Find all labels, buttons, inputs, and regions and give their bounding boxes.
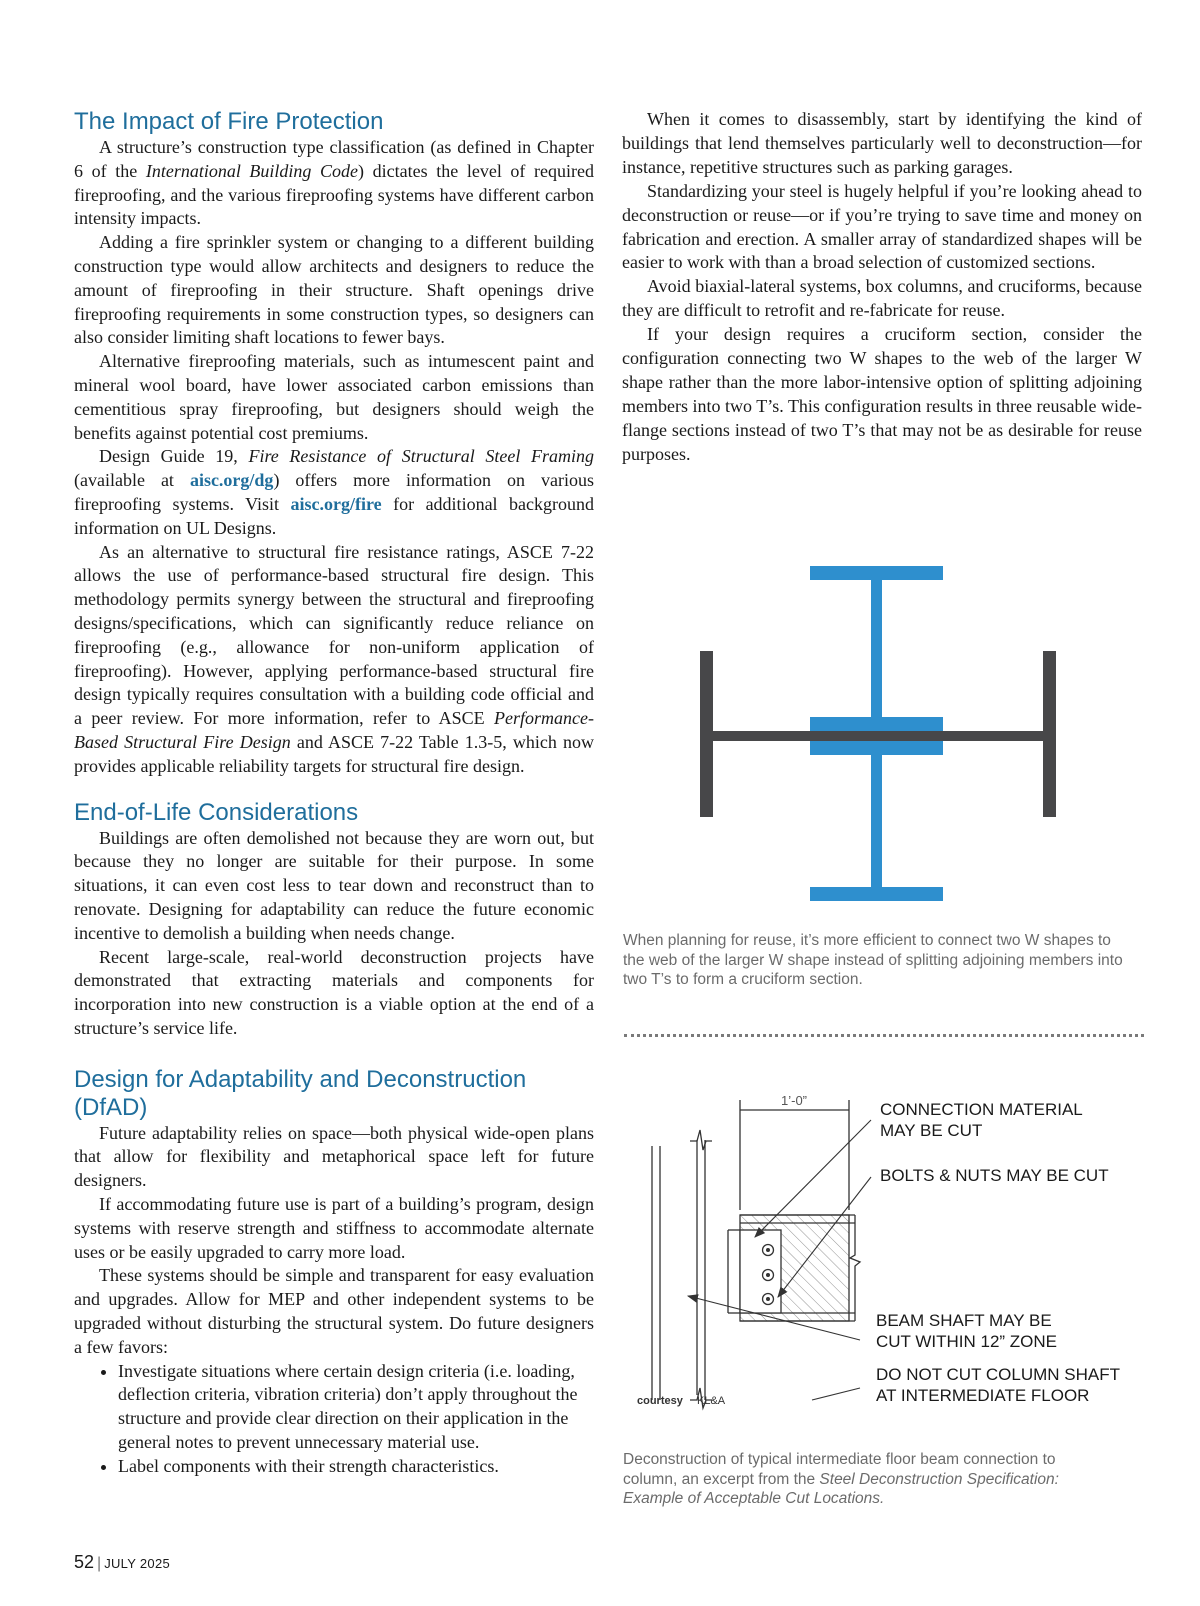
footer-separator: | (97, 1555, 102, 1572)
section-title-fire-protection: The Impact of Fire Protection (74, 108, 384, 135)
link-aisc-dg[interactable]: aisc.org/dg (189, 470, 274, 491)
section-title-end-of-life: End-of-Life Considerations (74, 798, 359, 826)
courtesy-label: courtesy (637, 1395, 683, 1407)
link-aisc-fire[interactable]: aisc.org/fire (290, 493, 382, 514)
label-column-shaft-line1: DO NOT CUT COLUMN SHAFT (876, 1365, 1120, 1384)
list-item: • Label components with their strength characteristics. (118, 1455, 594, 1479)
label-beam-shaft-line2: CUT WITHIN 12” ZONE (876, 1332, 1058, 1351)
paragraph: Buildings are often demolished not because they are worn out, but because they no longer are suitable for their purpose. In some situations, it can even cost less to tear down and reconstruct than to renovate. Designing for adaptability can reduce the future economic incentive to demolish a building when needs change. (74, 827, 594, 943)
paragraph: As an alternative to structural fire resistance ratings, ASCE 7-22 allows the use of performance-based structural fire design. This methodology permits synergy between the structural and fireproofing designs/specifications, which can significantly reduce reliance on fireproofing (e.g., allowance for non-uniform application of fireproofing). However, applying performance-based structural fire design typically requires consultation with a building code official and a peer review. For more information, refer to ASCE Performance-Based Structural Fire Design and ASCE 7-22 Table 1.3-5, which now provides applicable reliability targets for structural fire design. (74, 541, 594, 776)
paragraph: Recent large-scale, real-world deconstruction projects have demonstrated that extracting materials and components for incorporation into new construction is a viable option at the end of a structure’s service life. (74, 946, 594, 1038)
paragraph: Standardizing your steel is hugely helpful if you’re looking ahead to deconstruction or reuse—or if you’re trying to save time and money on fabrication and erection. A smaller array of standardized shapes will be easier to work with than a broad selection of customized sections. (622, 180, 1142, 273)
paragraph: Future adaptability relies on space—both physical wide-open plans that allow for flexibility and metaphorical space left for future designers. (74, 1122, 594, 1191)
paragraph: Design Guide 19, Fire Resistance of Structural Steel Framing (available at aisc.org/dg) offers more information on various fireproofing systems. Visit aisc.org/fire for additional background information on UL Designs. (74, 446, 595, 538)
paragraph: If your design requires a cruciform section, consider the configuration connecting two W shapes to the web of the larger W shape rather than the more labor-intensive option of splitting adjoining members into two T’s. This configuration results in three reusable wide-flange sections instead of two T’s that may not be as desirable for reuse purposes. (622, 324, 1142, 464)
page-footer (74, 1552, 170, 1573)
label-column-shaft-line2: AT INTERMEDIATE FLOOR (876, 1386, 1090, 1405)
figure-caption-cruciform: When planning for reuse, it’s more efficient to connect two W shapes to the web of the larger W shape instead of splitting adjoining members into two T’s to form a cruciform section. (623, 932, 1123, 988)
paragraph: Adding a fire sprinkler system or changing to a different building construction type would allow architects and designers to reduce the amount of fireproofing in their structure. Shaft openings drive fireproofing requirements in some construction types, so designers can also consider limiting shaft locations to fewer bays. (74, 232, 594, 348)
dimension-label: 1’-0” (781, 1093, 808, 1108)
paragraph: If accommodating future use is part of a building’s program, design systems with reserve strength and stiffness to accommodate alternate uses or be easily upgraded to carry more load. (74, 1194, 594, 1262)
label-connection-material-line1: CONNECTION MATERIAL (880, 1100, 1083, 1119)
paragraph: These systems should be simple and transparent for easy evaluation and upgrades. Allow for MEP and other independent systems to be upgraded without disturbing the structural system. Do future designers a few favors: (74, 1265, 594, 1357)
label-beam-shaft-line1: BEAM SHAFT MAY BE (876, 1311, 1052, 1330)
paragraph: When it comes to disassembly, start by identifying the kind of buildings that lend themselves particularly well to deconstruction—for instance, repetitive structures such as parking garages. (622, 109, 1142, 177)
label-bolts-nuts: BOLTS & NUTS MAY BE CUT (880, 1166, 1109, 1185)
paragraph: Avoid biaxial-lateral systems, box columns, and cruciforms, because they are difficult to retrofit and re-fabricate for reuse. (622, 276, 1142, 321)
list-item: • Investigate situations where certain design criteria (i.e. loading, deflection criteria, vibration criteria) don’t apply throughout the structure and provide clear direction on their application in the general notes to prevent unnecessary material use. (118, 1360, 594, 1455)
paragraph: A structure’s construction type classification (as defined in Chapter 6 of the International Building Code) dictates the level of required fireproofing, and the various fireproofing systems have different carbon intensity impacts. (74, 137, 595, 229)
issue-date: JULY 2025 (104, 1556, 171, 1571)
label-connection-material-line2: MAY BE CUT (880, 1121, 983, 1140)
paragraph: Alternative fireproofing materials, such as intumescent paint and mineral wool board, have lower associated carbon emissions than cementitious spray fireproofing, but designers should weigh the benefits against potential cost premiums. (74, 351, 594, 443)
figure-caption-connection: Deconstruction of typical intermediate floor beam connection to column, an excerpt from the Steel Deconstruction Specification: Example of Acceptable Cut Locations. (623, 1451, 1059, 1507)
credit-label: KL&A (697, 1395, 726, 1407)
page-number: 52 (74, 1552, 95, 1572)
section-title-dfad: Design for Adaptability and Deconstruction (DfAD) (74, 1065, 527, 1121)
